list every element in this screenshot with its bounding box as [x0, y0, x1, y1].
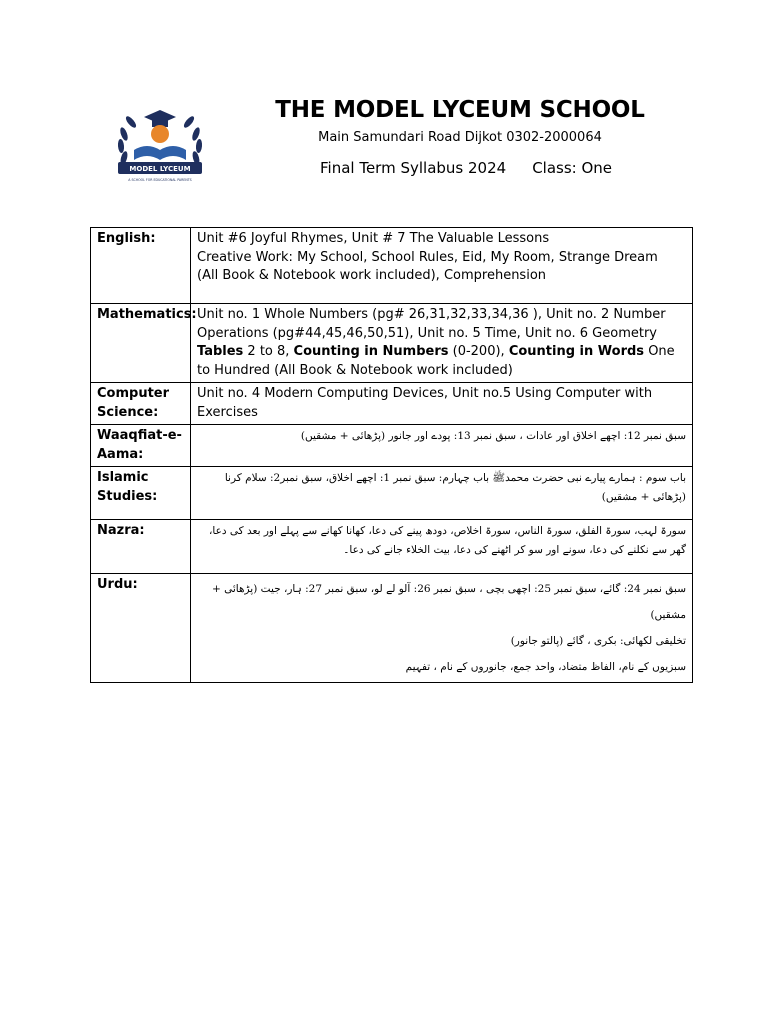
urdu-line-3: سبزیوں کے نام، الفاظ متضاد، واحد جمع، جانوروں کے نام ، تفہیم [405, 661, 686, 673]
table-row-math [91, 304, 693, 383]
table-row-islamic [91, 467, 693, 520]
term-line [320, 159, 612, 177]
english-line-3: (All Book & Notebook work included), Comprehension [197, 268, 547, 283]
math-counting-numbers: Counting in Numbers [293, 344, 449, 359]
school-address: Main Samundari Road Dijkot 0302-2000064 [318, 130, 602, 145]
content-math [191, 304, 693, 383]
table-row-waaqfiat [91, 425, 693, 467]
table-row-nazra [91, 520, 693, 574]
english-line-2: Creative Work: My School, School Rules, Eid, My Room, Strange Dream [197, 249, 658, 265]
math-counting-words-text: One to Hundred (All Book & Notebook work included) [197, 344, 675, 378]
subject-urdu: Urdu: [91, 574, 191, 683]
subject-waaqfiat: Waaqfiat-e-Aama: [91, 425, 191, 467]
class-label: Class: One [532, 159, 613, 177]
content-computer: Unit no. 4 Modern Computing Devices, Unit no.5 Using Computer with Exercises [191, 383, 693, 425]
table-row-english [91, 228, 693, 304]
math-tables: Tables [197, 344, 244, 359]
logo-text: MODEL LYCEUM [129, 165, 191, 173]
school-title: THE MODEL LYCEUM SCHOOL [275, 97, 645, 123]
table-row-urdu [91, 574, 693, 683]
math-counting-numbers-text: (0-200), [448, 344, 509, 359]
content-nazra: سورۃ لہب، سورۃ الفلق، سورۃ الناس، سورۃ اخلاص، دودھ پینے کی دعا، کھانا کھانے سے پہلے اور بعد کی دعا، گھر سے نکلنے کی دعا، سونے اور سو کر اٹھنے کی دعا، بیت الخلاء جانے کی دعا۔ [191, 520, 693, 574]
subject-nazra: Nazra: [91, 520, 191, 574]
content-waaqfiat: سبق نمبر 12: اچھے اخلاق اور عادات ، سبق نمبر 13: پودے اور جانور (پڑھائی + مشقیں) [191, 425, 693, 467]
math-tables-text: 2 to 8, [243, 344, 294, 359]
subject-english: English: [91, 228, 191, 304]
content-english [191, 228, 693, 304]
urdu-line-2: تخلیقی لکھائی: بکری ، گائے (پالتو جانور) [510, 635, 686, 647]
school-logo [110, 104, 210, 186]
math-line-1: Unit no. 1 Whole Numbers (pg# 26,31,32,33,34,36 ), Unit no. 2 Number Operations (pg#44,45,46,50,51), Unit no. 5 Time, Unit no. 6 Geometry [197, 307, 666, 341]
urdu-line-1: سبق نمبر 24: گائے، سبق نمبر 25: اچھی بچی ، سبق نمبر 26: آلو لے لو، سبق نمبر 27: ہار، جیت (پڑھائی + مشقیں) [211, 583, 686, 621]
content-urdu [191, 574, 693, 683]
math-counting-words: Counting in Words [508, 344, 645, 359]
syllabus-table [90, 227, 693, 683]
logo-tagline: A SCHOOL FOR EDUCATIONAL PARENTS [128, 178, 192, 182]
subject-math: Mathematics: [91, 304, 191, 383]
term-label: Final Term Syllabus 2024 [320, 159, 507, 177]
subject-computer: Computer Science: [91, 383, 191, 425]
content-islamic: باب سوم : ہمارے پیارے نبی حضرت محمدﷺ باب چہارم: سبق نمبر 1: اچھے اخلاق، سبق نمبر2: سلام کرنا (پڑھائی + مشقیں) [191, 467, 693, 520]
subject-islamic: Islamic Studies: [91, 467, 191, 520]
math-line-2 [197, 343, 686, 380]
english-line-1: Unit #6 Joyful Rhymes, Unit # 7 The Valuable Lessons [197, 231, 550, 246]
table-row-computer [91, 383, 693, 425]
